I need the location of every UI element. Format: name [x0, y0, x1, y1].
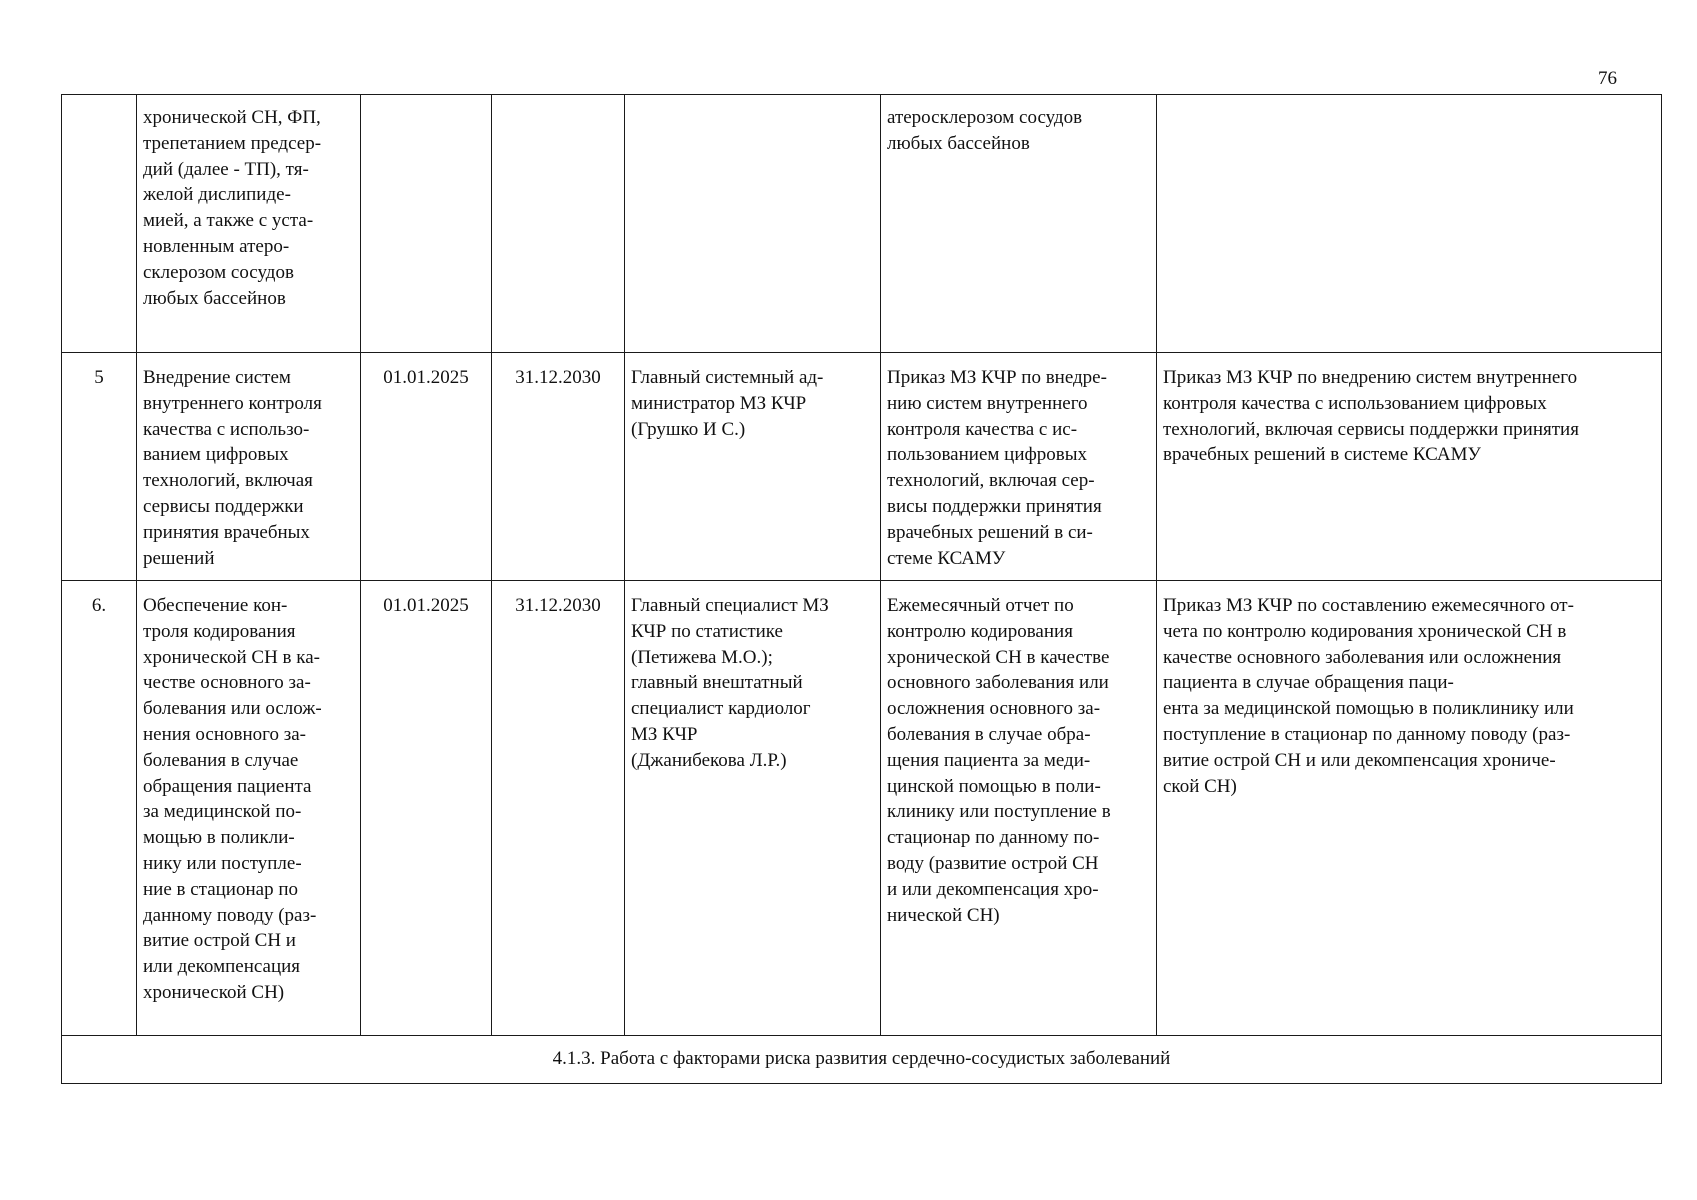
responsible-cell: Главный системный ад- министратор МЗ КЧР (Грушко И С.)	[625, 353, 881, 581]
end-date-cell	[492, 95, 625, 353]
table-row	[62, 353, 1662, 581]
page-number: 76	[1598, 68, 1617, 89]
start-date-cell	[361, 95, 492, 353]
section-heading: 4.1.3. Работа с факторами риска развития сердечно-сосудистых заболеваний	[62, 1036, 1662, 1084]
result-cell: атеросклерозом сосудов любых бассейнов	[881, 95, 1157, 353]
end-date-cell: 31.12.2030	[492, 353, 625, 581]
row-number-cell	[62, 95, 137, 353]
start-date-cell: 01.01.2025	[361, 353, 492, 581]
event-cell: Обеспечение кон- троля кодирования хронической СН в ка- честве основного за- болевания или ослож- нения основного за- болевания в случае обращения пациента за медицинской по- мощью в поликли- нику или поступле- ние в стационар по данному поводу (раз- витие острой СН и или декомпенсация хронической СН)	[137, 581, 361, 1036]
indicator-cell: Приказ МЗ КЧР по составлению ежемесячного от- чета по контролю кодирования хронической СН в качестве основного заболевания или осложнения пациента в случае обращения паци- ента за медицинской помощью в поликлинику или поступление в стационар по данному поводу (раз- витие острой СН и или декомпенсация хрониче- ской СН)	[1157, 581, 1662, 1036]
responsible-cell: Главный специалист МЗ КЧР по статистике (Петижева М.О.); главный внештатный специалист кардиолог МЗ КЧР (Джанибекова Л.Р.)	[625, 581, 881, 1036]
indicator-cell	[1157, 95, 1662, 353]
indicator-cell: Приказ МЗ КЧР по внедрению систем внутреннего контроля качества с использованием цифровых технологий, включая сервисы поддержки принятия врачебных решений в системе КСАМУ	[1157, 353, 1662, 581]
event-cell: хронической СН, ФП, трепетанием предсер- дий (далее - ТП), тя- желой дислипиде- мией, а также с уста- новленным атеро- склерозом сосудов любых бассейнов	[137, 95, 361, 353]
event-cell: Внедрение систем внутреннего контроля качества с использо- ванием цифровых технологий, включая сервисы поддержки принятия врачебных решений	[137, 353, 361, 581]
start-date-cell: 01.01.2025	[361, 581, 492, 1036]
row-number-cell: 6.	[62, 581, 137, 1036]
result-cell: Приказ МЗ КЧР по внедре- нию систем внутреннего контроля качества с ис- пользованием цифровых технологий, включая сер- висы поддержки принятия врачебных решений в си- стеме КСАМУ	[881, 353, 1157, 581]
responsible-cell	[625, 95, 881, 353]
row-number-cell: 5	[62, 353, 137, 581]
result-cell: Ежемесячный отчет по контролю кодирования хронической СН в качестве основного заболевания или осложнения основного за- болевания в случае обра- щения пациента за меди- цинской помощью в поли- клинику или поступление в стационар по данному по- воду (развитие острой СН и или декомпенсация хро- нической СН)	[881, 581, 1157, 1036]
table-row	[62, 95, 1662, 353]
section-heading-row	[62, 1036, 1662, 1084]
measures-table	[61, 94, 1662, 1084]
table-row	[62, 581, 1662, 1036]
end-date-cell: 31.12.2030	[492, 581, 625, 1036]
